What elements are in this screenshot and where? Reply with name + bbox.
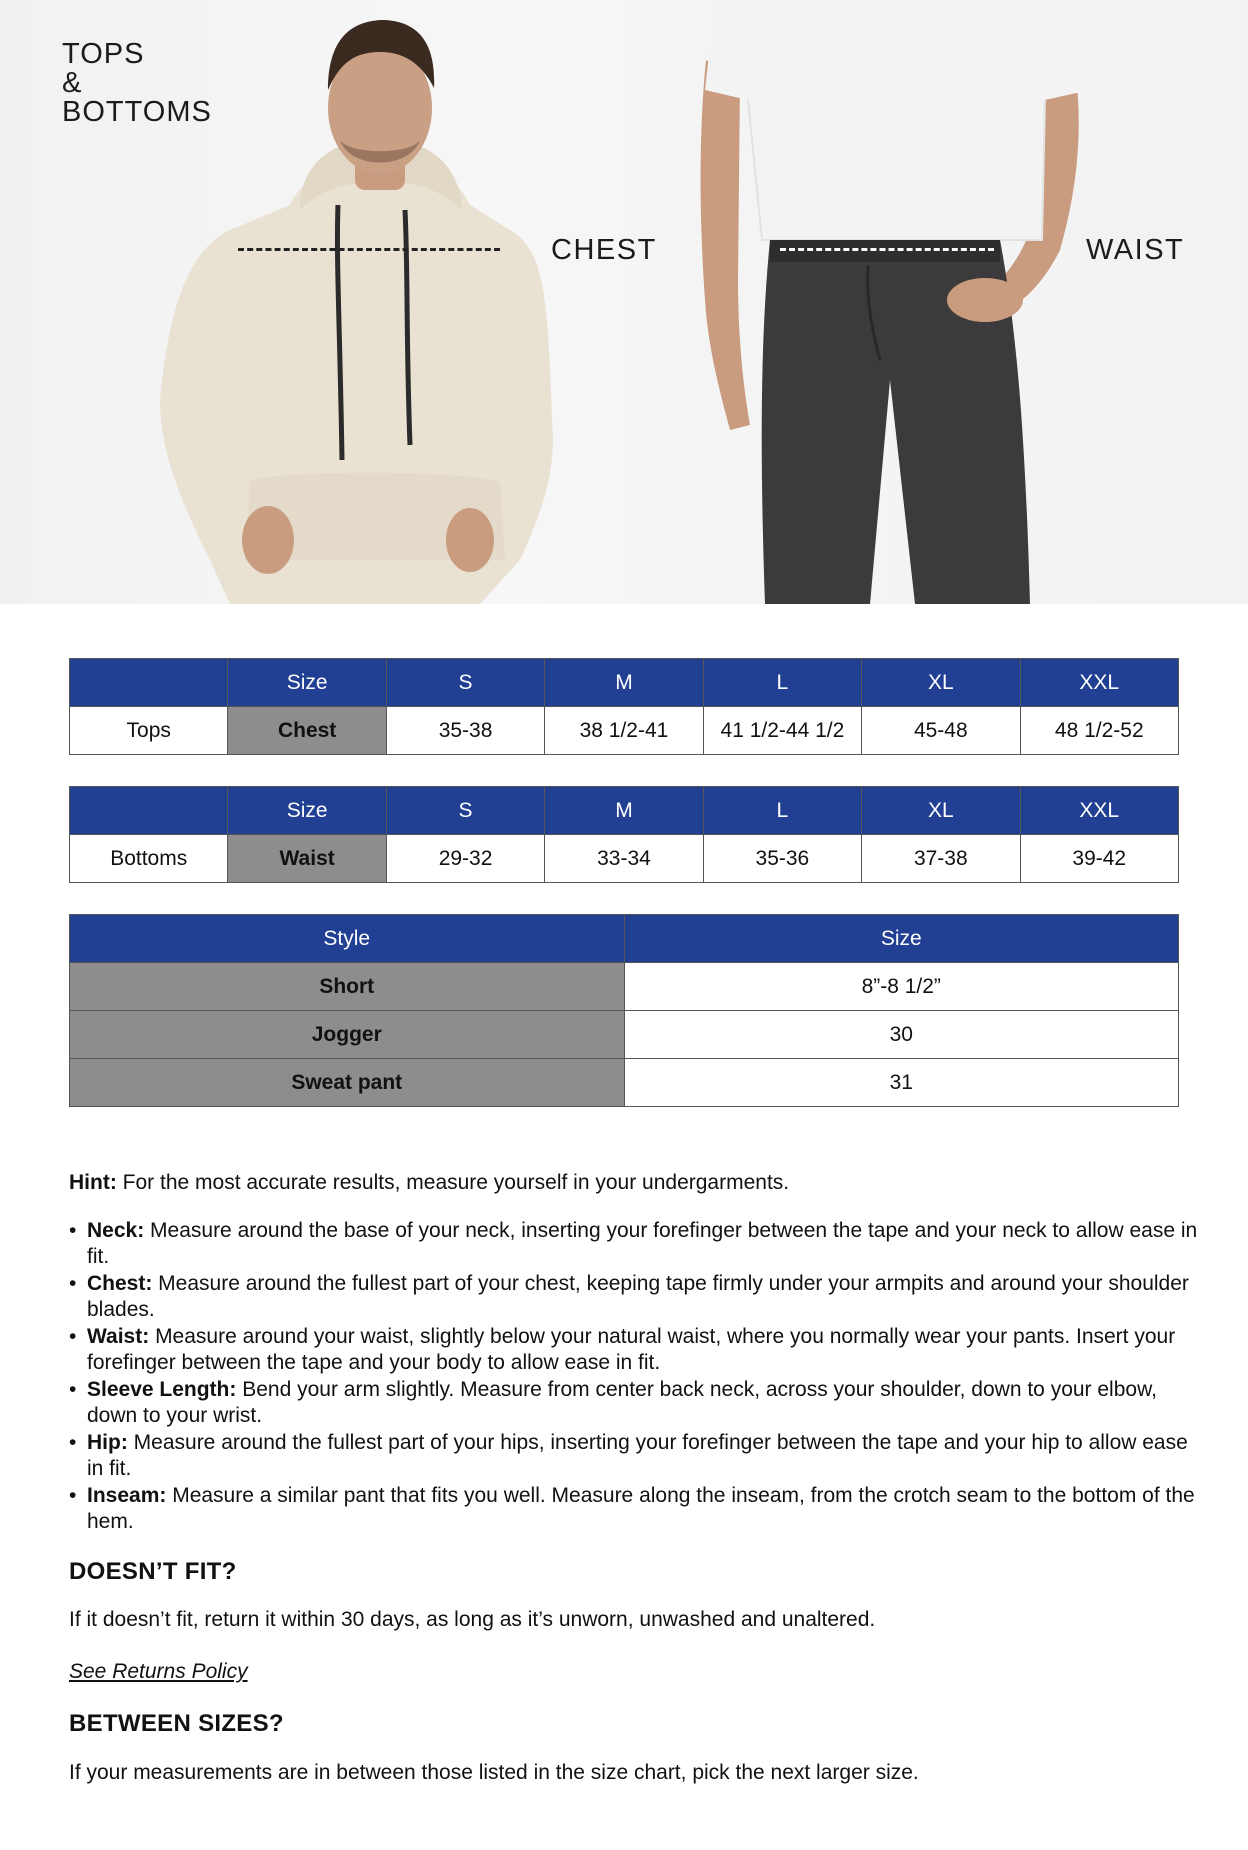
header-cell: XL [862, 659, 1020, 707]
row-label: Bottoms [70, 835, 228, 883]
header-cell: L [703, 787, 861, 835]
tip-text: Bend your arm slightly. Measure from center back neck, across your shoulder, down to your elbow, down to your wrist. [87, 1378, 1157, 1427]
table-cell: 38 1/2-41 [545, 707, 703, 755]
style-name: Jogger [70, 1011, 625, 1059]
header-cell: Size [228, 787, 386, 835]
header-cell: L [703, 659, 861, 707]
waist-label: WAIST [1086, 234, 1185, 266]
table-row [70, 1011, 1179, 1059]
hint-paragraph [69, 1170, 1181, 1196]
header-cell: Style [70, 915, 625, 963]
table-header-row [70, 787, 1179, 835]
hoodie-model [160, 20, 553, 604]
header-cell [70, 787, 228, 835]
style-name: Sweat pant [70, 1059, 625, 1107]
table-cell: 39-42 [1020, 835, 1178, 883]
table-cell: 45-48 [862, 707, 1020, 755]
hint-text: For the most accurate results, measure yourself in your undergarments. [116, 1171, 790, 1194]
doesnt-fit-text: If it doesn’t fit, return it within 30 days, as long as it’s unworn, unwashed and unaltered. [69, 1608, 876, 1631]
hero-title [62, 40, 212, 127]
header-cell: Size [228, 659, 386, 707]
table-header-row [70, 915, 1179, 963]
tip-label: Hip: [87, 1431, 128, 1454]
doesnt-fit-heading: DOESN’T FIT? [69, 1558, 237, 1585]
chest-label: CHEST [551, 234, 657, 266]
bottoms-size-table [69, 786, 1179, 883]
table-header-row [70, 659, 1179, 707]
chest-measure-line [238, 248, 500, 251]
style-size-table [69, 914, 1179, 1107]
tip-label: Chest: [87, 1272, 153, 1295]
table-row [70, 835, 1179, 883]
table-row [70, 707, 1179, 755]
header-cell: XXL [1020, 787, 1178, 835]
between-sizes-text: If your measurements are in between those listed in the size chart, pick the next larger size. [69, 1761, 919, 1784]
waist-measure-line [780, 248, 994, 251]
table-cell: 41 1/2-44 1/2 [703, 707, 861, 755]
tip-label: Neck: [87, 1219, 145, 1242]
header-cell: M [545, 659, 703, 707]
table-cell: 35-38 [386, 707, 544, 755]
header-cell: S [386, 787, 544, 835]
style-name: Short [70, 963, 625, 1011]
tip-text: Measure around the fullest part of your hips, inserting your forefinger between the tape and your hip to allow ease in fit. [87, 1431, 1188, 1480]
hero-title-line-3: BOTTOMS [62, 96, 212, 128]
measurement-label: Chest [228, 707, 386, 755]
list-item [87, 1483, 1199, 1535]
returns-policy-link[interactable]: See Returns Policy [69, 1660, 248, 1683]
tip-text: Measure a similar pant that fits you well. Measure along the inseam, from the crotch seam to the bottom of the hem. [87, 1484, 1195, 1533]
hero-image [0, 0, 1248, 604]
row-label: Tops [70, 707, 228, 755]
table-cell: 31 [624, 1059, 1179, 1107]
list-item [87, 1324, 1199, 1376]
header-cell: Size [624, 915, 1179, 963]
table-row [70, 1059, 1179, 1107]
table-cell: 37-38 [862, 835, 1020, 883]
tops-size-table [69, 658, 1179, 755]
hero-title-line-2: & [62, 67, 83, 99]
list-item [87, 1377, 1199, 1429]
measurement-label: Waist [228, 835, 386, 883]
list-item [87, 1271, 1199, 1323]
hero-title-line-1: TOPS [62, 38, 145, 70]
table-cell: 8”-8 1/2” [624, 963, 1179, 1011]
table-cell: 29-32 [386, 835, 544, 883]
tip-text: Measure around the base of your neck, inserting your forefinger between the tape and your neck to allow ease in fit. [87, 1219, 1198, 1268]
table-row [70, 963, 1179, 1011]
tip-text: Measure around the fullest part of your chest, keeping tape firmly under your armpits and around your shoulder blades. [87, 1272, 1189, 1321]
jogger-model [701, 0, 1090, 604]
header-cell: XXL [1020, 659, 1178, 707]
table-cell: 35-36 [703, 835, 861, 883]
table-cell: 48 1/2-52 [1020, 707, 1178, 755]
tip-label: Waist: [87, 1325, 150, 1348]
tip-label: Sleeve Length: [87, 1378, 237, 1401]
table-cell: 33-34 [545, 835, 703, 883]
measurement-tips-list [69, 1218, 1199, 1536]
tip-label: Inseam: [87, 1484, 167, 1507]
tip-text: Measure around your waist, slightly below your natural waist, where you normally wear your pants. Insert your forefinger between the tape and your body to allow ease in fit. [87, 1325, 1176, 1374]
header-cell: M [545, 787, 703, 835]
hint-label: Hint: [69, 1171, 117, 1194]
list-item [87, 1218, 1199, 1270]
header-cell [70, 659, 228, 707]
list-item [87, 1430, 1199, 1482]
table-cell: 30 [624, 1011, 1179, 1059]
header-cell: S [386, 659, 544, 707]
header-cell: XL [862, 787, 1020, 835]
between-sizes-heading: BETWEEN SIZES? [69, 1710, 284, 1737]
